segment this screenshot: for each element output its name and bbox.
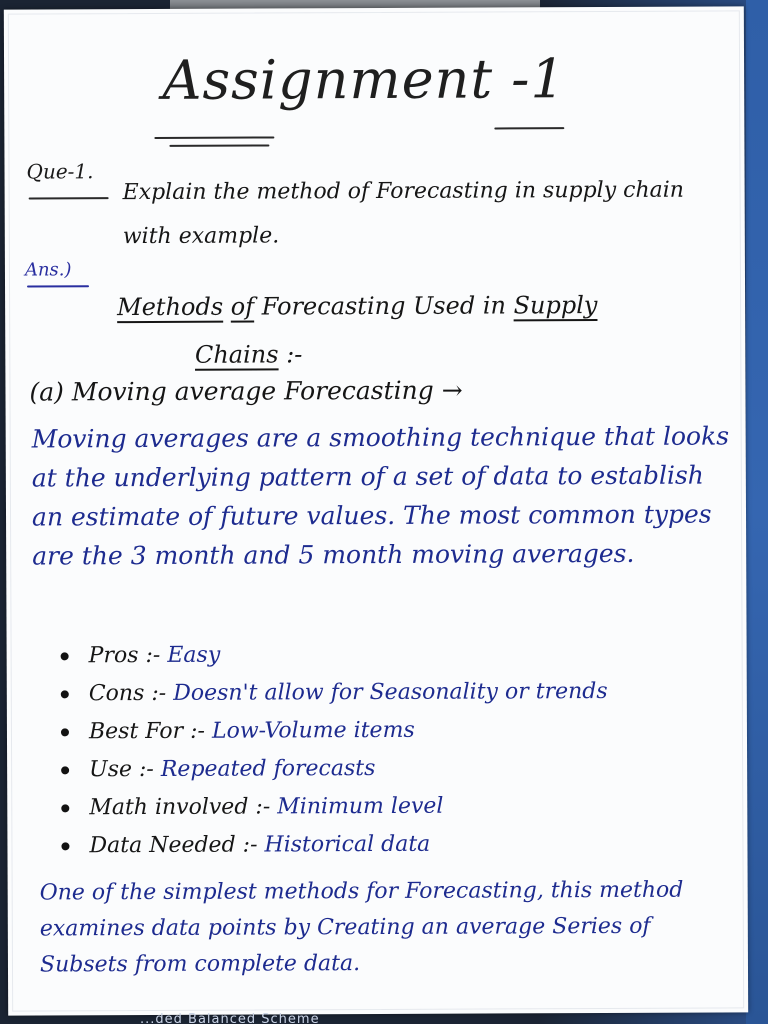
list-item <box>61 786 741 827</box>
page-title: Assignment -1 <box>162 47 566 112</box>
bullet-dot-icon <box>61 842 69 850</box>
bullet-key: Math involved :- <box>89 794 271 821</box>
question-text: Explain the method of Forecasting in supply chain with example. <box>122 177 684 250</box>
bullet-dot-icon <box>61 690 69 698</box>
section-paragraph: Moving averages are a smoothing technique that looks at the underlying pattern of a set of data to establish an estimate of future values. The most common types are the 3 month and 5 month moving averages. <box>31 421 730 571</box>
list-item <box>61 748 741 789</box>
heading-word-chains: Chains <box>194 340 279 369</box>
answer-label-underline <box>27 285 89 287</box>
bullet-value: Low-Volume items <box>211 717 415 744</box>
notebook-page <box>4 6 748 1015</box>
title-underline-3 <box>494 127 564 129</box>
bullet-value: Easy <box>167 642 221 668</box>
question-label-underline <box>29 197 109 199</box>
bullet-value: Historical data <box>264 831 431 858</box>
bullet-dot-icon <box>61 728 69 736</box>
bullet-dot-icon <box>61 804 69 812</box>
bullet-key: Pros :- <box>88 642 161 669</box>
bullet-key: Use :- <box>89 756 154 783</box>
bullet-dot-icon <box>61 652 69 660</box>
list-item <box>61 710 741 751</box>
list-item <box>61 824 741 865</box>
heading-middle: Forecasting Used in <box>261 291 506 321</box>
underlying-page-text: ...ded Balanced Scheme <box>140 1012 320 1024</box>
bullet-value: Doesn't allow for Seasonality or trends <box>173 678 608 706</box>
heading-word-methods: Methods <box>117 292 224 322</box>
bullet-value: Repeated forecasts <box>160 756 376 782</box>
section-title: (a) Moving average Forecasting → <box>29 375 463 407</box>
heading-suffix: :- <box>286 340 303 369</box>
bullet-key: Cons :- <box>88 680 167 707</box>
question-label: Que-1. <box>26 159 94 184</box>
heading-word-supply: Supply <box>513 291 598 320</box>
list-item <box>61 634 741 675</box>
list-item <box>61 672 741 713</box>
answer-label: Ans.) <box>24 259 72 281</box>
answer-heading <box>117 281 707 380</box>
bullet-list <box>61 634 742 865</box>
bullet-value: Minimum level <box>277 793 444 820</box>
bullet-key: Best For :- <box>88 718 205 745</box>
heading-word-of: of <box>230 292 255 321</box>
closing-paragraph: One of the simplest methods for Forecasting, this method examines data points by Creating an average Series of Subsets from complete data. <box>39 877 684 978</box>
bullet-key: Data Needed :- <box>89 832 258 859</box>
bullet-dot-icon <box>61 766 69 774</box>
background-edge <box>746 0 768 1024</box>
